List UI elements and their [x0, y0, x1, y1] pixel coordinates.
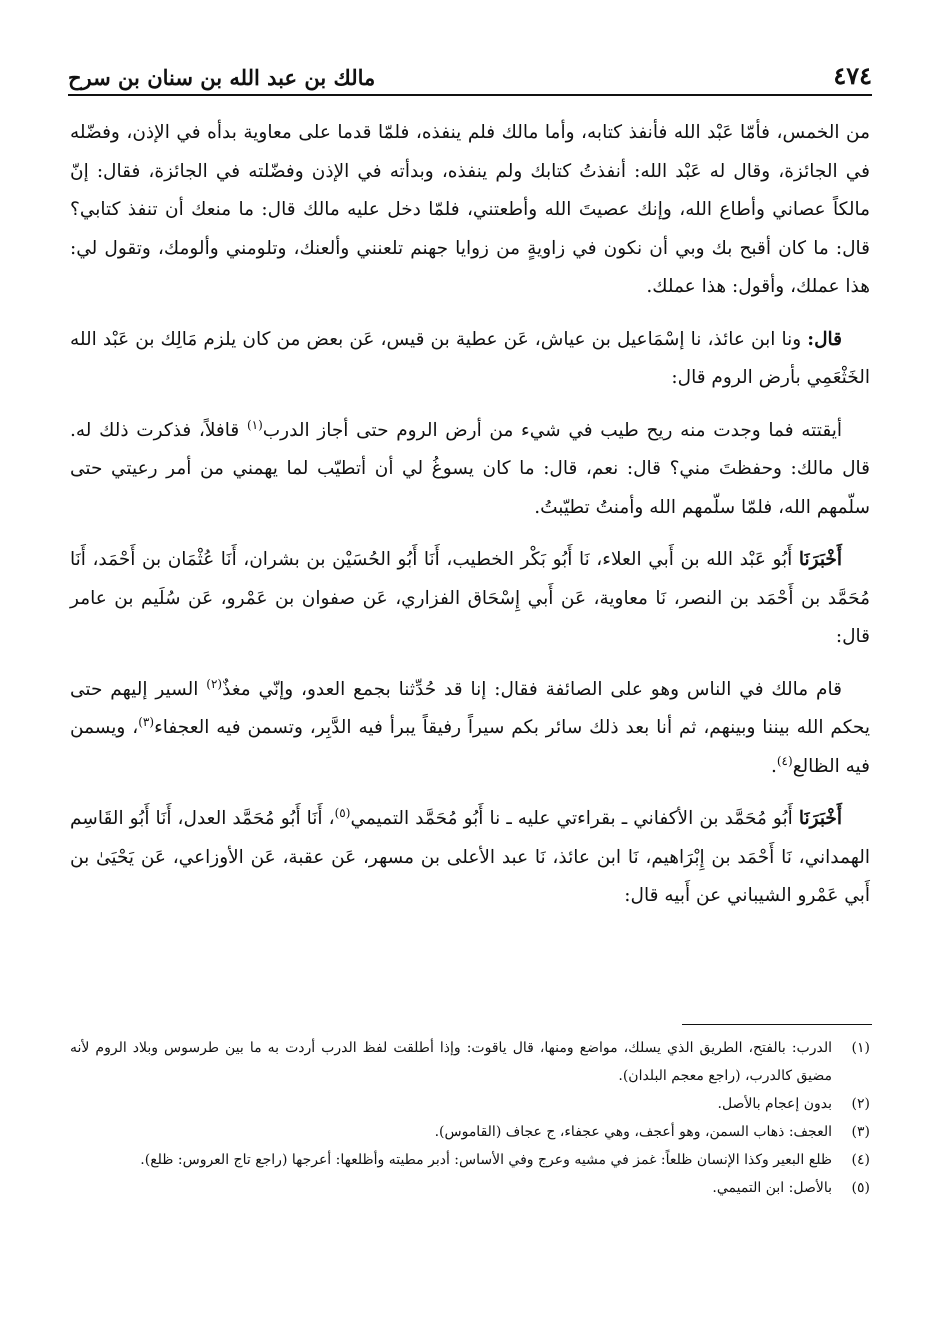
paragraph-text: قام مالك في الناس وهو على الصائفة فقال: إنا قد حُدِّثنا بجمع العدو، وإنّي مغذٌ	[222, 678, 842, 700]
footnote-text: ظلع البعير وكذا الإنسان ظلعاً: غمز في مشيه وعرج وفي الأساس: أدبر مطيته وأظلعها: أعرجها (راجع تاج العروس: ظلع).	[140, 1152, 832, 1168]
footnote-text: بدون إعجام بالأصل.	[717, 1096, 832, 1112]
footnotes	[70, 1034, 870, 1202]
footnote-number: (٤)	[851, 1152, 870, 1168]
page-header	[68, 50, 872, 90]
paragraph-2	[70, 321, 870, 398]
footnote-marker: (١)	[246, 417, 263, 432]
header-rule	[68, 94, 872, 96]
main-text	[70, 114, 870, 930]
paragraph-text-continued: .	[770, 755, 777, 777]
footnote-number: (٢)	[851, 1096, 870, 1112]
footnote-number: (٥)	[851, 1180, 870, 1196]
footnote-marker: (٤)	[776, 753, 793, 768]
footnote-text: بالأصل: ابن التميمي.	[712, 1180, 832, 1196]
paragraph-text-continued: ، ويسمن فيه الظالع	[70, 717, 870, 777]
paragraph-text: أَبُو عَبْد الله بن أَبي العلاء، نَا أَبُو بَكْر الخطيب، أَنَا أَبُو الحُسَيْن بن بشران، أَنَا عُثْمَان بن أَحْمَد، أَنَا مُحَمَّد بن أَحْمَد بن النصر، نَا معاوية، عَن أَبي إِسْحَاق الفزاري، عَن صفوان بن عَمْرو، عَن سُلَيم بن عامر قال:	[70, 549, 870, 647]
paragraph-lead: أَخْبَرَنَا	[798, 549, 842, 570]
footnote-number: (٣)	[851, 1124, 870, 1140]
paragraph-text-continued: ، أَنَا أَبُو مُحَمَّد العدل، أَنَا أَبُو القَاسِم الهمداني، نَا أَحْمَد بن إِبْرَاهيم، نَا ابن عائذ، نَا عبد الأعلى بن مسهر، عَن عقبة، عَن الأوزاعي، عَن يَحْيَىٰ بن أَبي عَمْرو الشيباني عن أَبيه قال:	[70, 808, 870, 906]
paragraph-4	[70, 541, 870, 657]
footnote-number: (١)	[851, 1040, 870, 1056]
paragraph-lead: أَخْبَرَنَا	[798, 808, 842, 829]
paragraph-text: أَبُو مُحَمَّد بن الأكفاني ـ بقراءتي عليه ـ نا أَبُو مُحَمَّد التميمي	[350, 808, 799, 829]
footnote-text: الدرب: بالفتح، الطريق الذي يسلك، مواضع ومنها، قال ياقوت: وإذا أطلقت لفظ الدرب أردت به ما بين طرسوس وبلاد الروم لأنه مضيق كالدرب، (راجع معجم البلدان).	[70, 1040, 832, 1084]
footnote-4	[70, 1146, 870, 1174]
footnote-marker: (٢)	[206, 676, 223, 691]
footnote-marker: (٥)	[334, 805, 351, 820]
paragraph-text-continued: قافلاً، فذكرت ذلك له. قال مالك: وحفظتَ مني؟ قال: نعم، قال: ما كان يسوغُ لي أن أتطيّب لما يهمني من أمر رعيتي حتى سلّمهم الله، فلمّا سلّمهم الله وأمنتُ تطيّبتُ.	[70, 419, 870, 518]
paragraph-text: من الخمس، فأمّا عَبْد الله فأنفذ كتابه، وأما مالك فلم ينفذه، فلمّا قدما على معاوية بدأه في الإذن، وفضّله في الجائزة، وقال له عَبْد الله: أنفذتُ كتابك ولم ينفذه، وبدأته في الإذن وفضّلته في الجائزة، فقال: إنّ مالكاً عصاني وأطاع الله، وإنك عصيتَ الله وأطعتني، فلمّا دخل عليه مالك قال: ما منعك أن تنفذ كتابي؟ قال: ما كان أقبح بك وبي أن نكون في زاويةٍ من زوايا جهنم تلعنني وألعنك، وتلومني وألومك، وتقول لي: هذا عملك، وأقول: هذا عملك.	[70, 122, 870, 297]
paragraph-text: ونا ابن عائذ، نا إسْمَاعيل بن عياش، عَن عطية بن قيس، عَن بعض من كان يلزم مَالِك بن عَبْد الله الخَثْعَمِي بأرض الروم قال:	[70, 328, 870, 388]
footnote-5	[70, 1174, 870, 1202]
paragraph-lead: قال:	[807, 328, 842, 350]
footnote-3	[70, 1118, 870, 1146]
paragraph-5	[70, 671, 870, 787]
paragraph-3	[70, 412, 870, 528]
paragraph-6	[70, 800, 870, 916]
page-number: ٤٧٤	[833, 61, 872, 90]
paragraph-text: أيقتته فما وجدت منه ريح طيب في شيء من أرض الروم حتى أجاز الدرب	[262, 419, 842, 441]
footnote-text: العجف: ذهاب السمن، وهو أعجف، وهي عجفاء، ج عجاف (القاموس).	[434, 1124, 832, 1140]
running-title: مالك بن عبد الله بن سنان بن سرح	[68, 65, 376, 90]
paragraph-1	[70, 114, 870, 307]
footnote-marker: (٣)	[138, 714, 155, 729]
footnote-rule	[682, 1024, 872, 1025]
footnote-1	[70, 1034, 870, 1090]
footnote-2	[70, 1090, 870, 1118]
paragraph-text-continued: السير إليهم حتى يحكم الله بيننا وبينهم، ثم أنا بعد ذلك سائر بكم سيراً رفيقاً يبرأ فيه الدَّبِر، وتسمن فيه العجفاء	[70, 678, 871, 738]
